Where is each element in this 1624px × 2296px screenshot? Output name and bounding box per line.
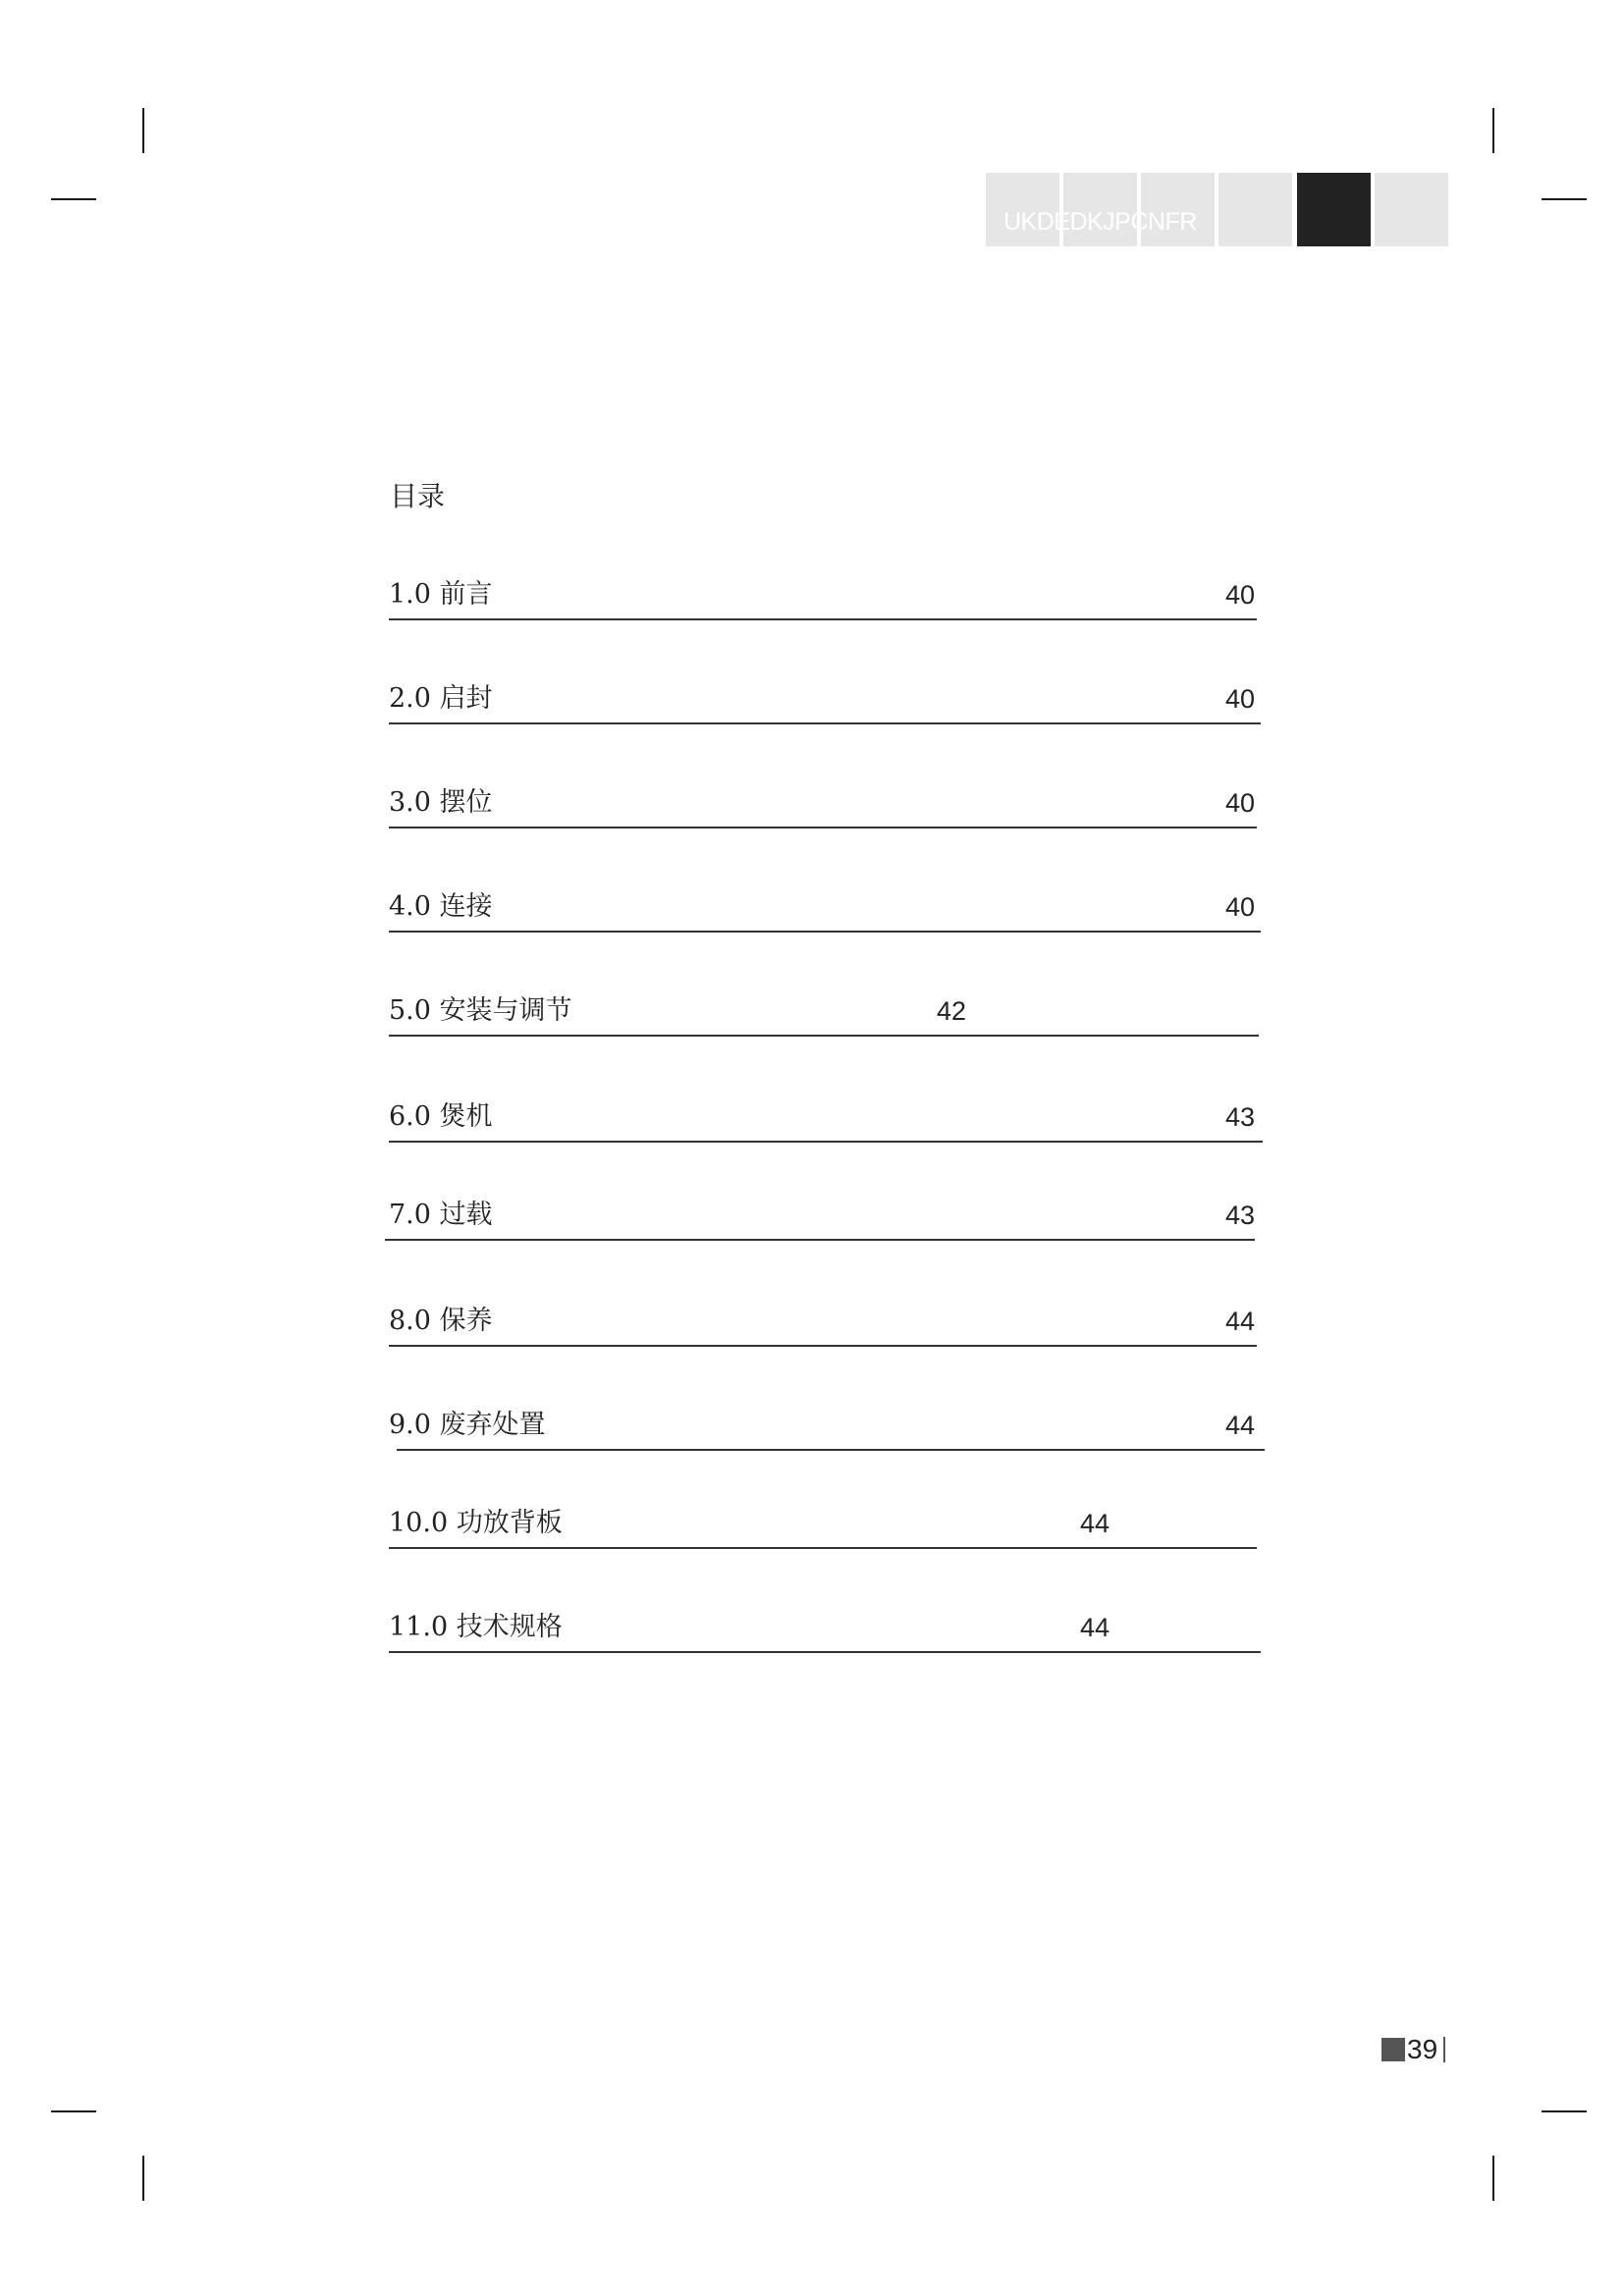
toc-entry-label: 11.0 技术规格 xyxy=(389,1612,563,1642)
toc-rule xyxy=(389,827,1257,828)
toc-entry-label: 6.0 煲机 xyxy=(389,1101,493,1132)
language-tabs xyxy=(986,173,1447,246)
toc-entry-page: 43 xyxy=(1225,1201,1256,1230)
crop-mark-bottom-left-h xyxy=(51,2110,96,2112)
crop-mark-bottom-right-h xyxy=(1542,2110,1587,2112)
toc-entry[interactable] xyxy=(389,1392,1265,1451)
toc-entry-label: 1.0 前言 xyxy=(389,579,493,610)
toc-entry-page: 44 xyxy=(1225,1411,1256,1440)
toc-entry[interactable] xyxy=(385,1182,1255,1241)
lang-tab-6[interactable] xyxy=(1375,173,1448,246)
crop-mark-top-left-h xyxy=(51,198,96,200)
toc-entry-page: 44 xyxy=(1225,1307,1256,1336)
toc-entry-page: 40 xyxy=(1225,788,1256,818)
language-codes: UKDEDKJPCNFR xyxy=(1003,208,1197,236)
toc-entry-label: 8.0 保养 xyxy=(389,1306,493,1336)
toc-entry-page: 40 xyxy=(1225,684,1256,714)
toc-entry-page: 44 xyxy=(1080,1509,1110,1538)
crop-mark-top-right-v xyxy=(1492,108,1494,153)
toc-entry[interactable] xyxy=(389,874,1261,933)
toc-entry[interactable] xyxy=(389,666,1261,724)
toc-entry-page: 42 xyxy=(937,996,967,1026)
toc-entry-label: 2.0 启封 xyxy=(389,683,493,714)
toc-entry[interactable] xyxy=(389,561,1257,620)
page-marker-square xyxy=(1381,2038,1405,2061)
crop-mark-bottom-right-v xyxy=(1492,2156,1494,2201)
toc-rule xyxy=(385,1239,1255,1241)
toc-rule xyxy=(389,1651,1261,1653)
toc-entry[interactable] xyxy=(389,1288,1257,1347)
toc-entry-label: 5.0 安装与调节 xyxy=(389,995,572,1026)
toc-entry[interactable] xyxy=(389,1490,1257,1549)
page-number xyxy=(1381,2034,1445,2065)
toc-entry[interactable] xyxy=(389,770,1257,828)
crop-mark-top-left-v xyxy=(142,108,144,153)
page-marker-bar xyxy=(1443,2037,1445,2062)
toc-rule xyxy=(389,1547,1257,1549)
toc-entry-page: 44 xyxy=(1080,1613,1110,1642)
toc-rule xyxy=(389,722,1261,724)
toc-entry-label: 10.0 功放背板 xyxy=(389,1508,563,1538)
toc-entry-label: 3.0 摆位 xyxy=(389,787,493,818)
toc-rule xyxy=(389,1035,1259,1037)
toc-entry[interactable] xyxy=(389,1594,1261,1653)
crop-mark-top-right-h xyxy=(1542,198,1587,200)
page-number-text: 39 xyxy=(1407,2034,1438,2064)
toc-entry[interactable] xyxy=(389,978,1259,1037)
lang-tab-active[interactable] xyxy=(1297,173,1371,246)
toc-entry-page: 43 xyxy=(1225,1102,1256,1132)
toc-entry-label: 9.0 废弃处置 xyxy=(389,1410,546,1440)
toc-rule xyxy=(389,1141,1263,1143)
toc-rule xyxy=(389,618,1257,620)
toc-title: 目录 xyxy=(390,480,446,512)
toc-entry-page: 40 xyxy=(1225,580,1256,610)
toc-rule xyxy=(397,1449,1265,1451)
lang-tab-4[interactable] xyxy=(1218,173,1292,246)
toc-entry-label: 4.0 连接 xyxy=(389,891,493,922)
toc-entry-label: 7.0 过载 xyxy=(389,1200,493,1230)
toc-rule xyxy=(389,1345,1257,1347)
crop-mark-bottom-left-v xyxy=(142,2156,144,2201)
toc-entry[interactable] xyxy=(389,1084,1263,1143)
toc-rule xyxy=(389,931,1261,933)
toc-entry-page: 40 xyxy=(1225,892,1256,922)
